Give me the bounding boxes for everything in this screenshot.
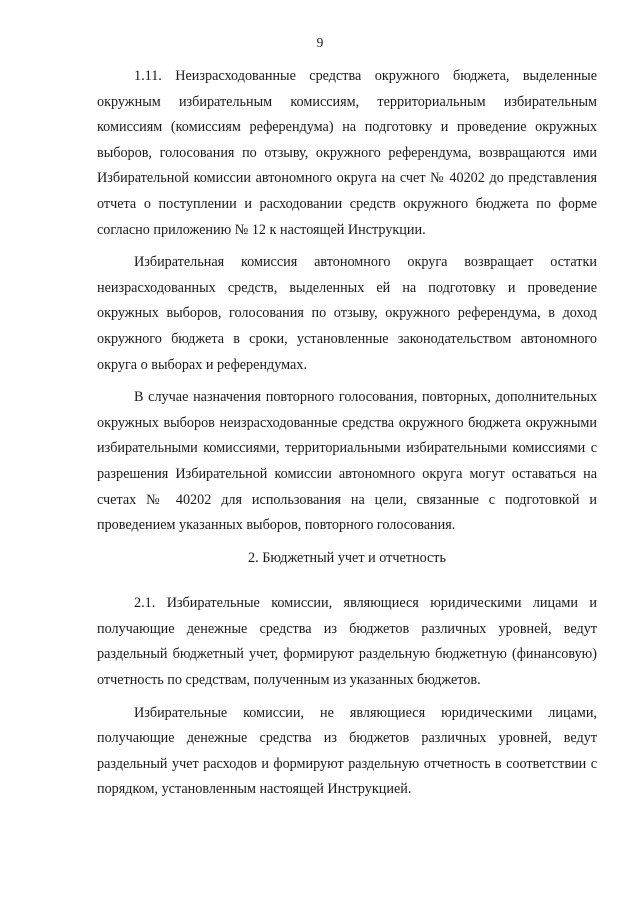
paragraph-repeat-voting: В случае назначения повторного голосования, повторных, дополнительных окружных выборов неизрасходованные средства окружного бюджета окружными избирательными комиссиями, территориальными избирательными комиссиями с разрешения Избирательной комиссии автономного округа могут оставаться на счетах № 40202 для использования на цели, связанные с подготовкой и проведением указанных выборов, повторного голосования.: [97, 389, 597, 534]
page-number: 9: [316, 35, 324, 50]
paragraph-2-1: 2.1. Избирательные комиссии, являющиеся юридическими лицами и получающие денежные средства из бюджетов различных уровней, ведут раздельный бюджетный учет, формируют раздельную бюджетную (финансовую) отчетность по средствам, полученным из указанных бюджетов.: [97, 595, 597, 689]
section-heading-budget-accounting: 2. Бюджетный учет и отчетность: [248, 549, 446, 566]
paragraph-non-legal-commissions: Избирательные комиссии, не являющиеся юридическими лицами, получающие денежные средства из бюджетов различных уровней, ведут раздельный учет расходов и формируют раздельную отчетность в соответствии с порядком, установленным настоящей Инструкцией.: [97, 704, 597, 798]
paragraph-1-11: 1.11. Неизрасходованные средства окружного бюджета, выделенные окружным избирательным комиссиям, территориальным избирательным комиссиям (комиссиям референдума) на подготовку и проведение окружных выборов, голосования по отзыву, окружного референдума, возвращаются ими Избирательной комиссии автономного округа на счет № 40202 до представления отчета о поступлении и расходовании средств окружного бюджета по форме согласно приложению № 12 к настоящей Инструкции.: [97, 68, 597, 238]
paragraph-remaining-funds-return: Избирательная комиссия автономного округа возвращает остатки неизрасходованных средств, выделенных ей на подготовку и проведение окружных выборов, голосования по отзыву, окружного референдума, в доход окружного бюджета в сроки, установленные законодательством автономного округа о выборах и референдумах.: [97, 254, 597, 373]
document-body: [97, 64, 597, 803]
